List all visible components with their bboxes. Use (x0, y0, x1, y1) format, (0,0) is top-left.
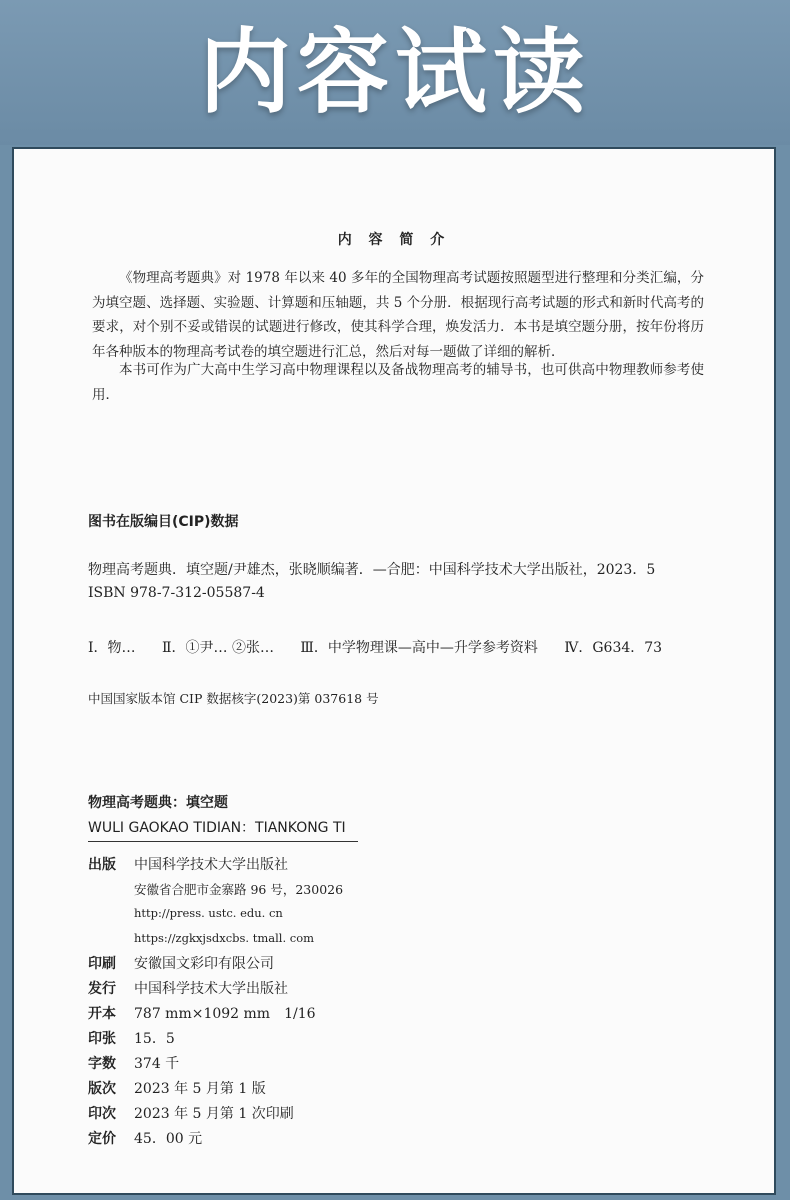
detail-label: 版次 (88, 1081, 116, 1097)
detail-row-distribution (88, 978, 288, 998)
detail-value: 2023 年 5 月第 1 次印刷 (134, 1106, 294, 1122)
detail-row-format (88, 1003, 316, 1023)
detail-value: 374 千 (134, 1056, 180, 1072)
cip-class-item: Ⅰ．物… (88, 640, 136, 656)
detail-label: 发行 (88, 981, 116, 997)
cip-catalog-line: 物理高考题典．填空题/尹雄杰，张晓顺编著．—合肥：中国科学技术大学出版社，2023．5 (88, 562, 656, 578)
intro-paragraph-1: 《物理高考题典》对 1978 年以来 40 多年的全国物理高考试题按照题型进行整理和分类汇编，分为填空题、选择题、实验题、计算题和压轴题，共 5 个分册．根据现行高考试题的形式和新时代高考的要求，对个别不妥或错误的试题进行修改，使其科学合理，焕发活力．本书是填空题分册，按年份将历年各种版本的物理高考试卷的填空题进行汇总，然后对每一题做了详细的解析． (92, 270, 704, 360)
detail-label: 字数 (88, 1056, 116, 1072)
cip-class-item: Ⅱ．①尹… ②张… (161, 640, 274, 656)
cip-class-item: Ⅲ．中学物理课—高中—升学参考资料 (300, 640, 538, 656)
detail-row-edition (88, 1078, 266, 1098)
detail-row-sheets (88, 1028, 175, 1048)
cip-heading: 图书在版编目(CIP)数据 (88, 514, 239, 530)
publisher-url: http://press. ustc. edu. cn (134, 906, 283, 920)
detail-label: 印次 (88, 1106, 116, 1122)
detail-row-impression (88, 1103, 294, 1123)
detail-row-printing (88, 953, 274, 973)
banner-title: 内容试读 (198, 19, 591, 126)
detail-value: 15．5 (134, 1031, 175, 1047)
publisher-name: 中国科学技术大学出版社 (134, 857, 288, 873)
cip-note: 中国国家版本馆 CIP 数据核字(2023)第 037618 号 (88, 691, 379, 706)
document-page (12, 147, 776, 1195)
cip-classification (88, 637, 684, 657)
book-title: 物理高考题典：填空题 (88, 795, 228, 811)
intro-title: 内 容 简 介 (337, 232, 451, 248)
detail-value: 安徽国文彩印有限公司 (134, 956, 274, 972)
publisher-address: 安徽省合肥市金寨路 96 号，230026 (134, 882, 344, 897)
detail-value: 中国科学技术大学出版社 (134, 981, 288, 997)
detail-label: 印刷 (88, 956, 116, 972)
publisher-label: 出版 (88, 857, 116, 873)
cip-class-item: Ⅳ．G634．73 (564, 640, 663, 656)
detail-value: 787 mm×1092 mm 1/16 (134, 1006, 316, 1022)
detail-value: 45．00 元 (134, 1131, 203, 1147)
publisher-row (88, 854, 288, 874)
intro-paragraph-2: 本书可作为广大高中生学习高中物理课程以及备战物理高考的辅导书，也可供高中物理教师参考使用． (92, 362, 704, 403)
detail-row-price (88, 1128, 202, 1148)
banner (0, 0, 790, 145)
detail-label: 定价 (88, 1131, 116, 1147)
divider (88, 841, 358, 842)
detail-label: 开本 (88, 1006, 116, 1022)
detail-value: 2023 年 5 月第 1 版 (134, 1081, 266, 1097)
detail-label: 印张 (88, 1031, 116, 1047)
publisher-store-url: https://zgkxjsdxcbs. tmall. com (134, 931, 315, 945)
book-pinyin-title: WULI GAOKAO TIDIAN：TIANKONG TI (88, 820, 346, 836)
cip-isbn: ISBN 978-7-312-05587-4 (88, 585, 265, 601)
detail-row-wordcount (88, 1053, 179, 1073)
